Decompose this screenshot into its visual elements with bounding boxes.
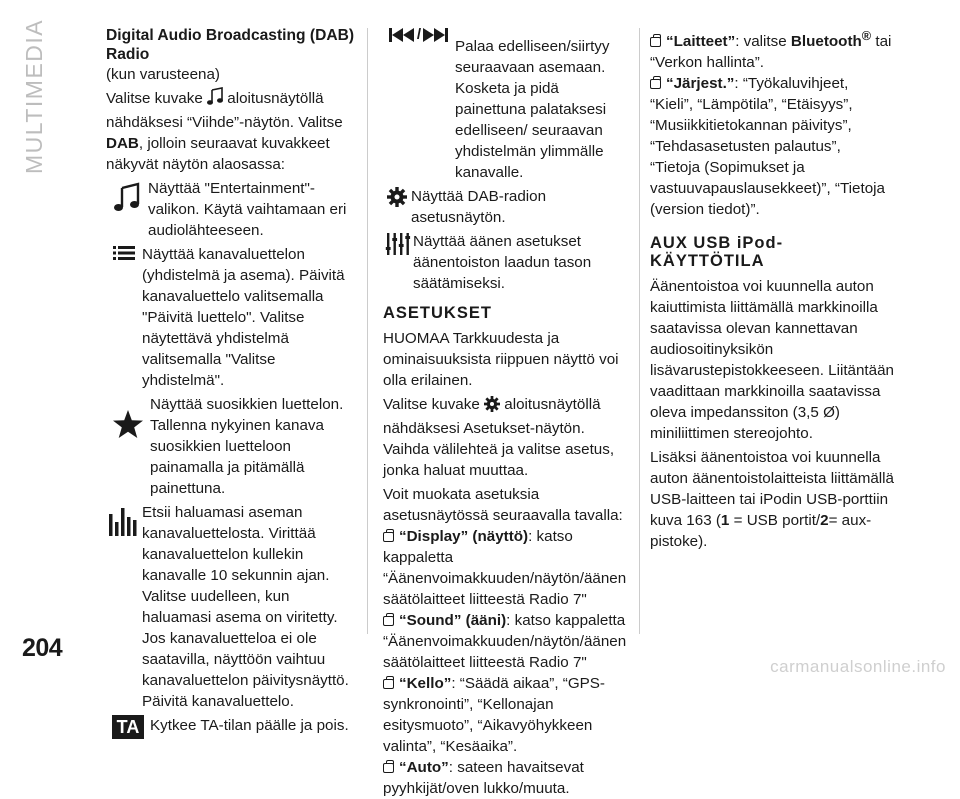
item-text: Näyttää äänen asetukset äänentoiston laadun tason säätämiseksi.	[413, 233, 592, 292]
dab-subheading: (kun varusteena)	[106, 66, 220, 83]
dab-intro	[106, 88, 356, 175]
paragraph-text: aloitusnäytöllä nähdäksesi Asetukset-näytön. Vaihda välilehteä ja valitse asetus, jonka haluat muuttaa.	[383, 396, 615, 479]
list-item	[106, 178, 356, 241]
section-title: ASETUKSET	[383, 304, 492, 322]
setting-text: : “Säädä aikaa”, “GPS-synkronointi”, “Kellonajan esitysmuoto”, “Aikavyöhykkeen valinta”, “Kesäaika”.	[383, 675, 605, 755]
item-text: Etsii haluamasi aseman kanavaluettelosta. Virittää kanavaluettelon kullekin kanavalle 10 sekunnin ajan. Valitse uudelleen, kun haluamasi asema on viritetty. Jos kanavaluetteloa ei ole saatavilla, näyttöön vaihtuu kanavaluettelon päivitysnäyttö. Päivitä kanavaluettelo.	[142, 504, 349, 710]
callout-number: 1	[720, 512, 730, 530]
intro-text: Valitse kuvake	[106, 90, 203, 107]
list-item	[383, 231, 633, 294]
list-item	[106, 244, 356, 391]
page-number: 204	[22, 634, 63, 662]
side-title: MULTIMEDIA	[21, 18, 47, 174]
list-item	[106, 394, 356, 499]
tab-icon	[383, 679, 394, 689]
watermark: carmanualsonline.info	[770, 657, 946, 676]
section-title	[650, 234, 895, 270]
setting-item	[383, 610, 633, 673]
setting-name: “Sound” (ääni)	[399, 612, 507, 629]
item-text: Näyttää kanavaluettelon (yhdistelmä ja asema). Päivitä kanavaluettelo valitsemalla "Päivitä luettelo". Valitse näytettävä yhdistelmä valitsemalla "Valitse yhdistelmä".	[142, 246, 345, 389]
paragraph-text: Valitse kuvake	[383, 396, 480, 413]
item-text: Näyttää DAB-radion asetusnäytön.	[411, 188, 547, 226]
intro-text: aloitusnäytöllä nähdäksesi “Viihde”-näytön. Valitse	[106, 90, 343, 131]
dab-heading: Digital Audio Broadcasting (DAB)	[106, 27, 355, 44]
item-text: Kytkee TA-tilan päälle ja pois.	[150, 717, 349, 734]
paragraph-text: = aux-pistoke).	[650, 512, 872, 551]
callout-number: 2	[820, 512, 829, 530]
list-icon	[106, 244, 142, 260]
paragraph	[650, 447, 895, 552]
section-title-line: KÄYTTÖTILA	[650, 252, 765, 271]
star-icon	[106, 394, 150, 438]
setting-text: : “Työkaluvihjeet, “Kieli”, “Lämpötila”, “Etäisyys”, “Musiikkitietokannan päivitys”, “Tehdasasetusten palautus”, “Tietoja (Sopimukset ja vastuuvapauslausekkeet)”, “Tietoja (version tiedot)”.	[650, 75, 885, 219]
registered-mark: ®	[861, 29, 872, 43]
gear-icon	[484, 396, 500, 418]
music-note-icon	[106, 178, 148, 212]
paragraph: HUOMAA Tarkkuudesta ja ominaisuuksista riippuen näyttö voi olla erilainen.	[383, 330, 619, 389]
tab-icon	[650, 37, 661, 47]
item-text: Näyttää suosikkien luettelon. Tallenna nykyinen kanava suosikkien luetteloon painamalla ja pitämällä painettuna.	[150, 396, 344, 497]
item-text: Palaa edelliseen/siirtyy seuraavaan asemaan. Kosketa ja pidä painettuna palataksesi edelliseen/ seuraavan yhdistelmän ylimmälle kanavalle.	[455, 38, 610, 181]
setting-item	[383, 673, 633, 757]
intro-text: , jolloin seuraavat kuvakkeet näkyvät näytön alaosassa:	[106, 135, 330, 173]
column-3	[650, 26, 895, 555]
slash: /	[416, 26, 422, 43]
list-item	[383, 26, 633, 183]
setting-name: Bluetooth	[790, 33, 862, 51]
ta-icon	[106, 715, 150, 739]
tab-icon	[650, 79, 661, 89]
list-item	[106, 715, 356, 739]
tab-icon	[383, 532, 394, 542]
paragraph: Voit muokata asetuksia asetusnäytössä seuraavalla tavalla:	[383, 486, 623, 524]
setting-item	[383, 757, 633, 799]
column-2	[383, 26, 633, 799]
prev-next-icon	[383, 26, 455, 42]
setting-name: “Display” (näyttö)	[399, 528, 529, 545]
gear-icon	[383, 186, 411, 207]
scan-icon	[106, 502, 142, 536]
column-1	[106, 26, 356, 742]
setting-text: : valitse	[735, 33, 791, 51]
setting-item	[650, 26, 895, 73]
setting-text: : sateen havaitsevat pyyhkijät/oven lukko/muuta.	[383, 759, 584, 797]
intro-bold: DAB	[106, 135, 139, 152]
music-note-icon	[207, 88, 223, 112]
item-text: Näyttää "Entertainment"-valikon. Käytä vaihtamaan eri audiolähteeseen.	[148, 180, 347, 239]
setting-name: “Kello”	[399, 675, 452, 692]
paragraph: Äänentoistoa voi kuunnella auton kaiuttimista liittämällä markkinoilla saatavissa olevan kannettavan audiosoitinyksikön lisävarustepistokkeeseen. Liitäntään vaadittaan markkinoilla saatavissa oleva impedanssiton (3,5 Ø) miniliittimen stereojohto.	[650, 278, 894, 443]
setting-name: “Laitteet”	[666, 33, 736, 51]
tab-icon	[383, 763, 394, 773]
section-title-line: AUX USB iPod-	[650, 234, 784, 253]
setting-name: “Auto”	[399, 759, 449, 776]
setting-name: “Järjest.”	[666, 75, 735, 93]
setting-item	[383, 526, 633, 610]
setting-item	[650, 73, 895, 220]
paragraph-text: Lisäksi äänentoistoa voi kuunnella auton äänentoistolaitteista liittämällä USB-laitteen tai iPodin USB-porttiin kuva 163 (	[650, 449, 894, 530]
paragraph-text: = USB portit/	[733, 512, 821, 530]
column-divider	[367, 28, 368, 634]
tab-icon	[383, 616, 394, 626]
list-item	[383, 186, 633, 228]
equalizer-icon	[383, 231, 413, 255]
column-divider	[639, 28, 640, 634]
paragraph	[383, 394, 633, 481]
dab-heading-line2: Radio	[106, 46, 150, 63]
ta-label: TA	[112, 715, 145, 739]
setting-text: : katso kappaletta “Äänenvoimakkuuden/näytön/äänen säätölaitteet liitteestä Radio 7"	[383, 612, 627, 671]
setting-text: tai “Verkon hallinta”.	[650, 33, 892, 72]
setting-text: : katso kappaletta “Äänenvoimakkuuden/näytön/äänen säätölaitteet liitteestä Radio 7"	[383, 528, 627, 608]
list-item	[106, 502, 356, 712]
